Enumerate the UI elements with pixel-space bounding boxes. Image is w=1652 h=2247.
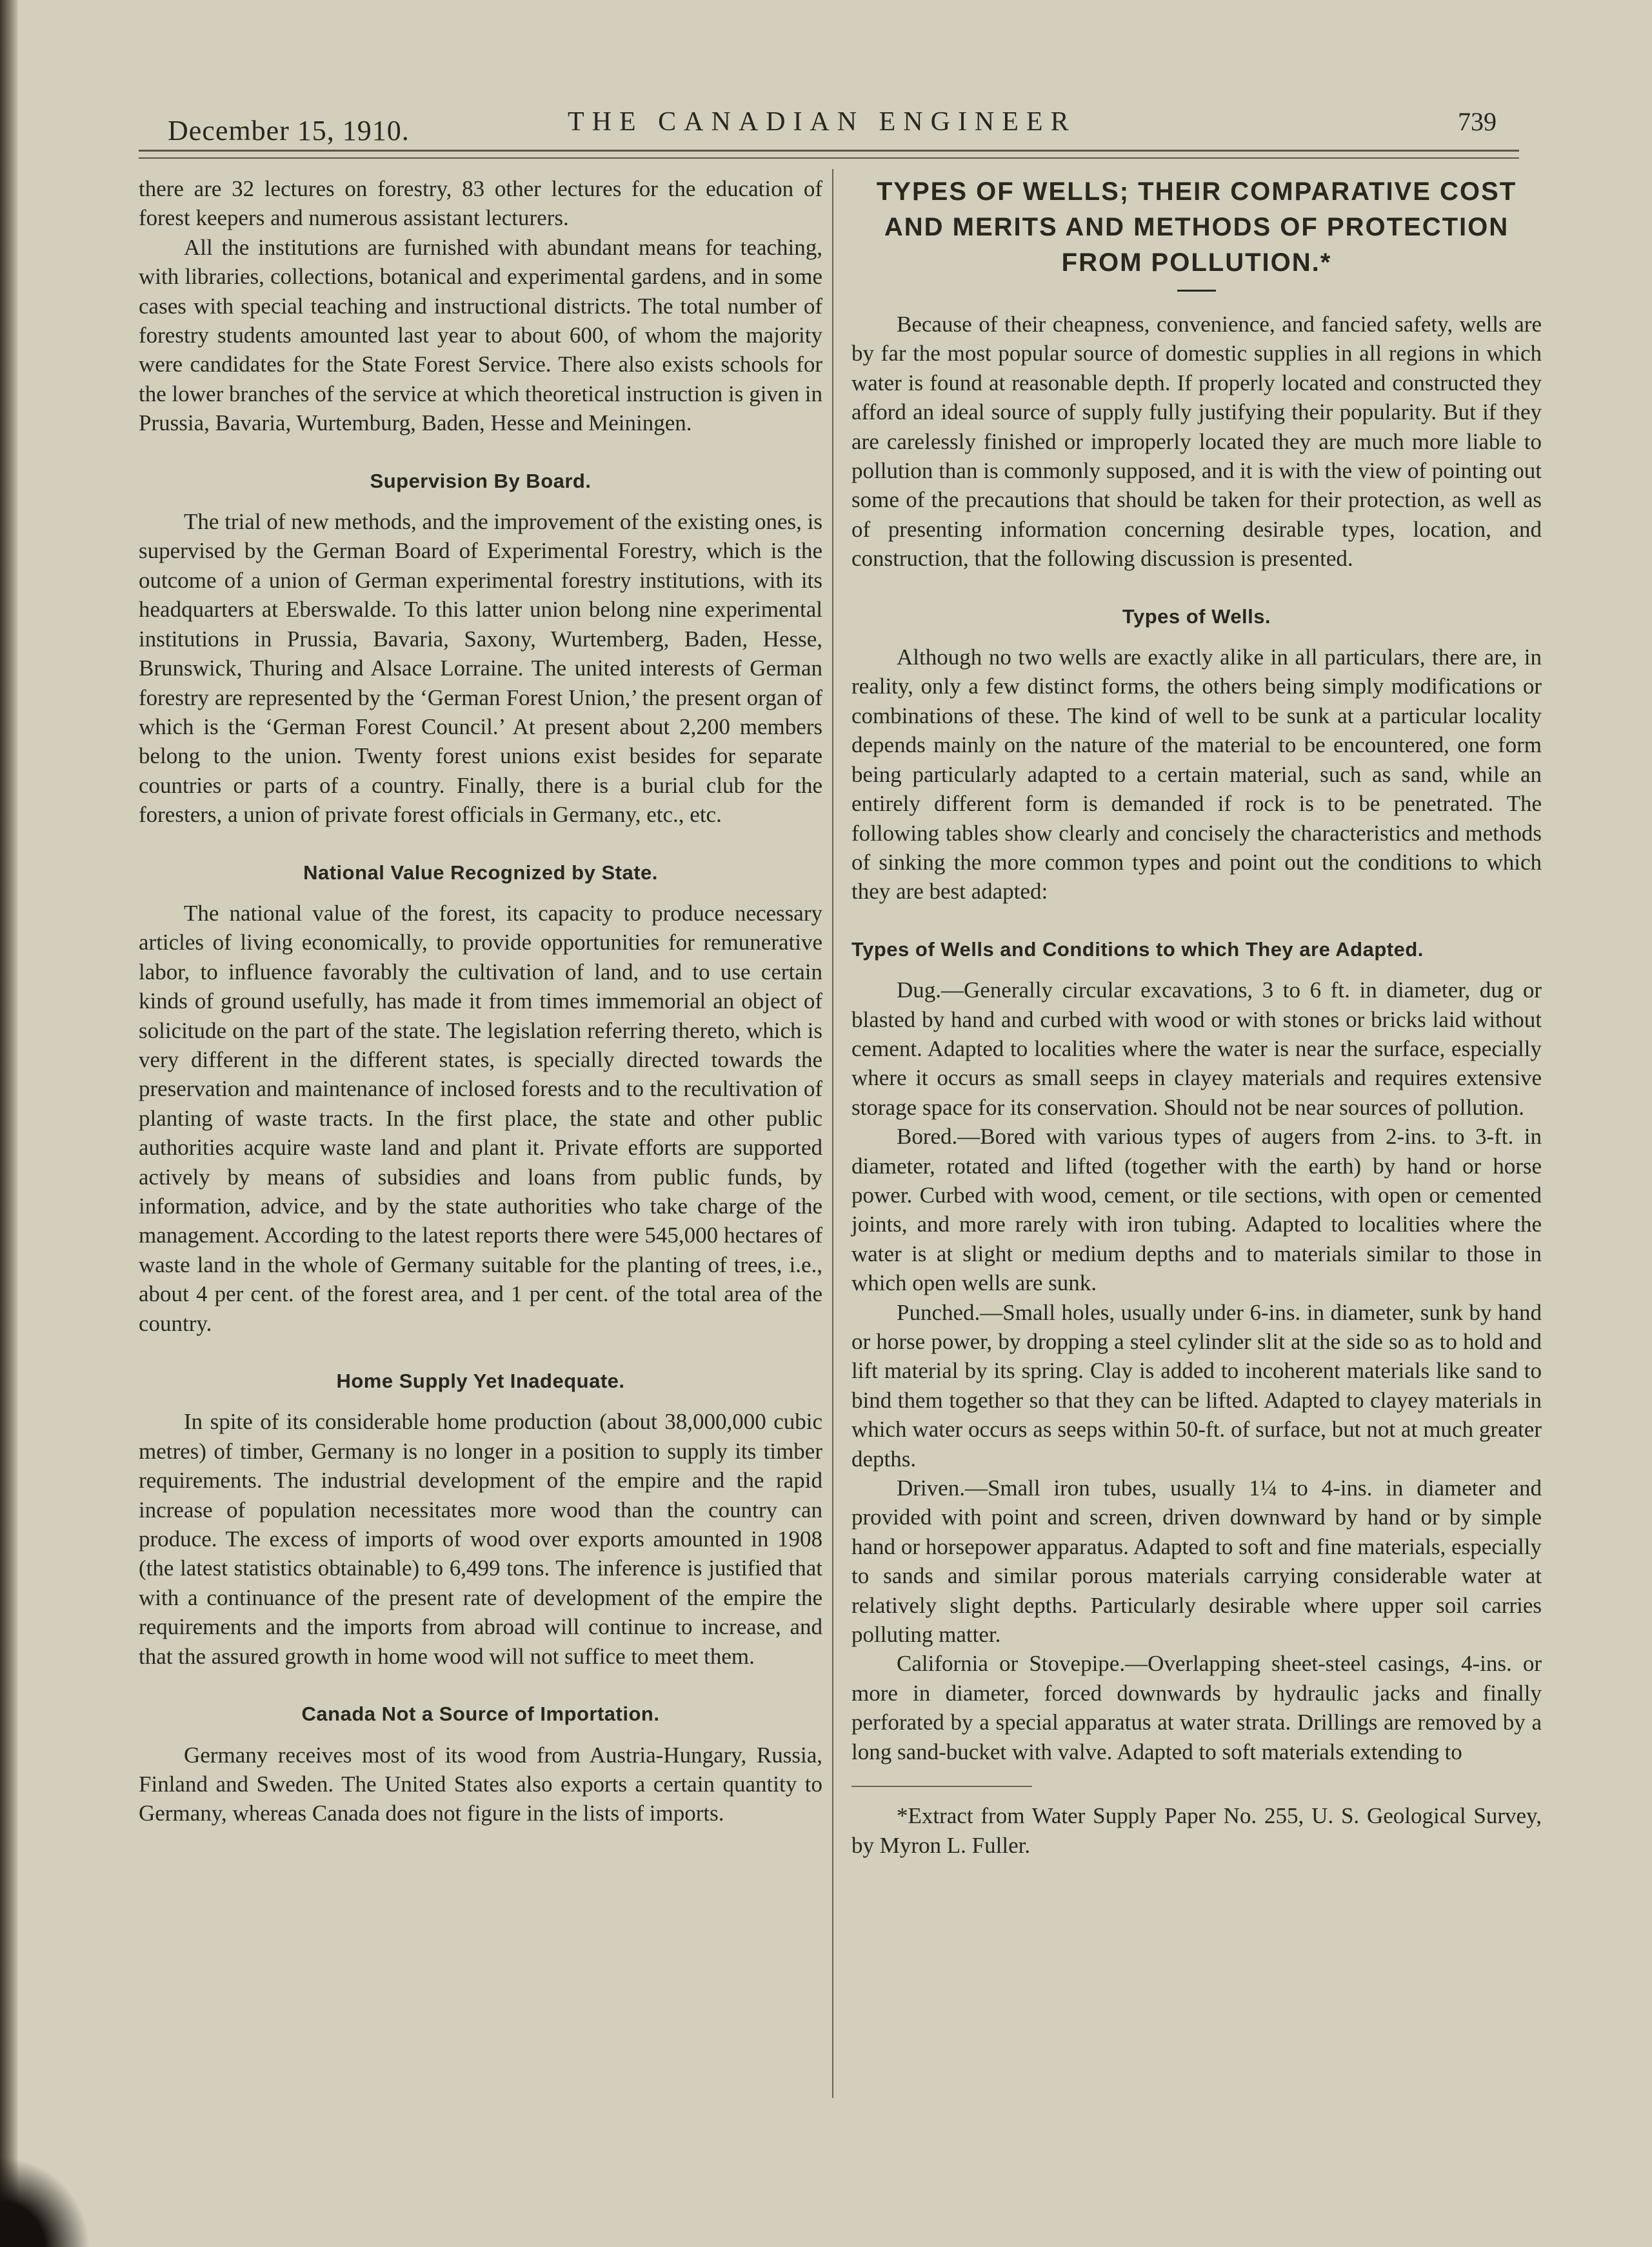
right-column	[851, 174, 1542, 1860]
footnote	[851, 1801, 1542, 1860]
paragraph: In spite of its considerable home production (about 38,000,000 cubic metres) of timber, Germany is no longer in a position to supply its timber requirements. The industrial development of the empire and the rapid increase of population necessitates more wood than the country can produce. The excess of imports of wood over exports amounted in 1908 (the latest statistics obtainable) to 6,499 tons. The inference is justified that with a continuance of the present rate of development of the empire the requirements and the imports from abroad will continue to increase, and that the assured growth in home wood will not suffice to meet them.	[139, 1409, 822, 1669]
subheading-types: Types of Wells.	[1122, 604, 1271, 628]
header-rule-secondary	[139, 157, 1519, 159]
paragraph: The national value of the forest, its capacity to produce necessary articles of living economically, to provide opportunities for remunerative labor, to influence favorably the cultivation of land, and to use certain kinds of ground usefully, has made it from times immemorial an object of solicitude on the part of the state. The legislation referring thereto, which is very different in the different states, is specially directed towards the preservation and maintenance of inclosed forests and to the recultivation of planting of waste tracts. In the first place, the state and other public authorities acquire waste land and plant it. Private efforts are supported actively by means of subsidies and loans from public funds, by information, advice, and by the state authorities who take charge of the management. According to the latest reports there were 545,000 hectares of waste land in the whole of Germany suitable for the planting of trees, i.e., about 4 per cent. of the forest area, and 1 per cent. of the total area of the country.	[139, 900, 822, 1336]
subheading-national-value: National Value Recognized by State.	[303, 861, 658, 884]
page-number: 739	[1458, 107, 1497, 136]
paragraph-punched: Punched.—Small holes, usually under 6-ins. in diameter, sunk by hand or horse power, by dropping a steel cylinder slit at the side so as to hold and lift material by its spring. Clay is added to incoherent materials like sand to bind them together so that they can be lifted. Adapted to clayey materials in which water occurs as seeps within 50-ft. of surface, but not at much greater depths.	[851, 1299, 1542, 1472]
page-binding-shadow	[0, 0, 18, 2247]
paragraph-driven: Driven.—Small iron tubes, usually 1¼ to 4-ins. in diameter and provided with point and screen, driven downward by hand or by simple hand or horsepower apparatus. Adapted to soft and fine materials, especially to sands and similar porous materials carrying considerable water at relatively slight depths. Particularly desirable where upper soil carries polluting matter.	[851, 1475, 1542, 1648]
header-rule	[139, 150, 1519, 152]
paragraph-california: California or Stovepipe.—Overlapping sheet-steel casings, 4-ins. or more in diameter, forced downwards by hydraulic jacks and finally perforated by a special apparatus at water strata. Drillings are removed by a long sand-bucket with valve. Adapted to soft materials extending to	[851, 1651, 1542, 1764]
column-divider	[832, 169, 833, 2098]
paragraph: Because of their cheapness, convenience, and fancied safety, wells are by far the most popular source of domestic supplies in all regions in which water is found at reasonable depth. If properly located and constructed they afford an ideal source of supply fully justifying their popularity. But if they are carelessly finished or improperly located they are much more liable to pollution than is commonly supposed, and it is with the view of pointing out some of the precautions that should be taken for their protection, as well as of presenting information concerning desirable types, location, and construction, that the following discussion is presented.	[851, 312, 1542, 572]
subheading-home-supply: Home Supply Yet Inadequate.	[336, 1370, 625, 1393]
paragraph: The trial of new methods, and the improvement of the existing ones, is supervised by the German Board of Experimental Forestry, which is the outcome of a union of German experimental forestry institutions, with its headquarters at Eberswalde. To this latter union belong nine experimental institutions in Prussia, Bavaria, Saxony, Wurtemberg, Baden, Hesse, Brunswick, Thuring and Alsace Lorraine. The united interests of German forestry are represented by the ‘German Forest Union,’ the present organ of which is the ‘German Forest Council.’ At present about 2,200 members belong to the union. Twenty forest unions exist besides for separate countries or parts of a country. Finally, there is a burial club for the foresters, a union of private forest officials in Germany, etc., etc.	[139, 509, 822, 828]
corner-shadow	[0, 2157, 90, 2247]
footnote-rule	[851, 1786, 1032, 1787]
paragraph: Germany receives most of its wood from Austria-Hungary, Russia, Finland and Sweden. The United States also exports a certain quantity to Germany, whereas Canada does not figure in the lists of imports.	[139, 1742, 822, 1826]
paragraph-dug: Dug.—Generally circular excavations, 3 to 6 ft. in diameter, dug or blasted by hand and curbed with wood or with stones or bricks laid without cement. Adapted to localities where the water is near the surface, especially where it occurs as small seeps in clayey materials and requires extensive storage space for its conservation. Should not be near sources of pollution.	[851, 977, 1542, 1120]
title-dash	[1177, 290, 1216, 292]
paragraph: All the institutions are furnished with abundant means for teaching, with libraries, collections, botanical and experimental gardens, and in some cases with special teaching and instructional districts. The total number of forestry students amounted last year to about 600, of whom the majority were candidates for the State Forest Service. There also exists schools for the lower branches of the service at which theoretical instruction is given in Prussia, Bavaria, Wurtemburg, Baden, Hesse and Meiningen.	[139, 234, 822, 436]
paragraph-bored: Bored.—Bored with various types of augers from 2-ins. to 3-ft. in diameter, rotated and lifted (together with the earth) by hand or horse power. Curbed with wood, cement, or tile sections, with open or cemented joints, and more rarely with iron tubing. Adapted to localities where the water is at slight or medium depths and to materials similar to those in which open wells are sunk.	[851, 1124, 1542, 1296]
article-title: TYPES OF WELLS; THEIR COMPARATIVE COST AND MERITS AND METHODS OF PROTECTION FROM POLLUTION.*	[876, 177, 1517, 277]
paragraph: Although no two wells are exactly alike in all particulars, there are, in reality, only a few distinct forms, the others being simply modifications or combinations of these. The kind of well to be sunk at a particular locality depends mainly on the nature of the material to be encountered, one form being particularly adapted to a certain material, such as sand, while an entirely different form is demanded if rock is to be penetrated. The following tables show clearly and concisely the characteristics and methods of sinking the more common types and point out the conditions to which they are best adapted:	[851, 644, 1542, 904]
header-date: December 15, 1910.	[168, 115, 410, 146]
paragraph: there are 32 lectures on forestry, 83 other lectures for the education of forest keepers and numerous assistant lecturers.	[139, 176, 822, 231]
subheading-conditions: Types of Wells and Conditions to which They are Adapted.	[851, 937, 1424, 961]
subheading-supervision: Supervision By Board.	[370, 469, 592, 492]
footnote-text: *Extract from Water Supply Paper No. 255, U. S. Geological Survey, by Myron L. Fuller.	[851, 1803, 1542, 1858]
page-header	[168, 100, 1522, 152]
subheading-canada: Canada Not a Source of Importation.	[301, 1703, 660, 1726]
left-column	[139, 174, 822, 1828]
journal-title: THE CANADIAN ENGINEER	[568, 107, 1077, 137]
